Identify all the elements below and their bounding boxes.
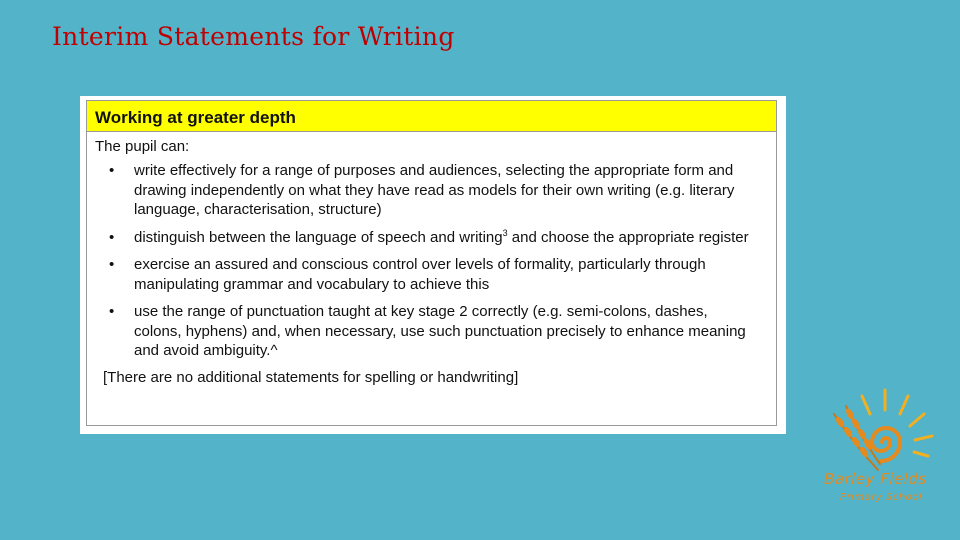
assessment-table bbox=[86, 100, 777, 426]
statement-list bbox=[87, 161, 776, 361]
list-item bbox=[87, 228, 776, 248]
list-item bbox=[87, 161, 776, 220]
statement-text: distinguish between the language of speech and writing bbox=[134, 228, 503, 246]
footnote-marker: 3 bbox=[502, 227, 508, 238]
slide-title: Interim Statements for Writing bbox=[52, 22, 455, 51]
bullet-icon: • bbox=[109, 228, 115, 246]
bullet-icon: • bbox=[109, 162, 115, 179]
intro-text: The pupil can: bbox=[95, 138, 190, 155]
school-subtitle: Primary School bbox=[840, 492, 923, 503]
statement-text: write effectively for a range of purposes and audiences, selecting the appropriate form and drawing independently on what they have read as models for their own writing (e.g. literary language, characterisation, structure) bbox=[134, 162, 735, 218]
assessment-document-image bbox=[80, 96, 786, 434]
list-item bbox=[87, 255, 776, 294]
bullet-icon: • bbox=[109, 256, 115, 273]
statement-text-continued: and choose the appropriate register bbox=[507, 228, 749, 246]
bullet-icon: • bbox=[109, 303, 115, 320]
list-item bbox=[87, 302, 776, 361]
table-header: Working at greater depth bbox=[87, 101, 776, 132]
school-name: Barley Fields bbox=[824, 470, 927, 488]
footnote-text: [There are no additional statements for spelling or handwriting] bbox=[103, 368, 519, 386]
statement-text: exercise an assured and conscious control over levels of formality, particularly through manipulating grammar and vocabulary to achieve this bbox=[134, 256, 706, 293]
statement-text: use the range of punctuation taught at key stage 2 correctly (e.g. semi-colons, dashes, colons, hyphens) and, when necessary, use such punctuation precisely to enhance meaning and avoid ambiguity.^ bbox=[134, 303, 746, 359]
